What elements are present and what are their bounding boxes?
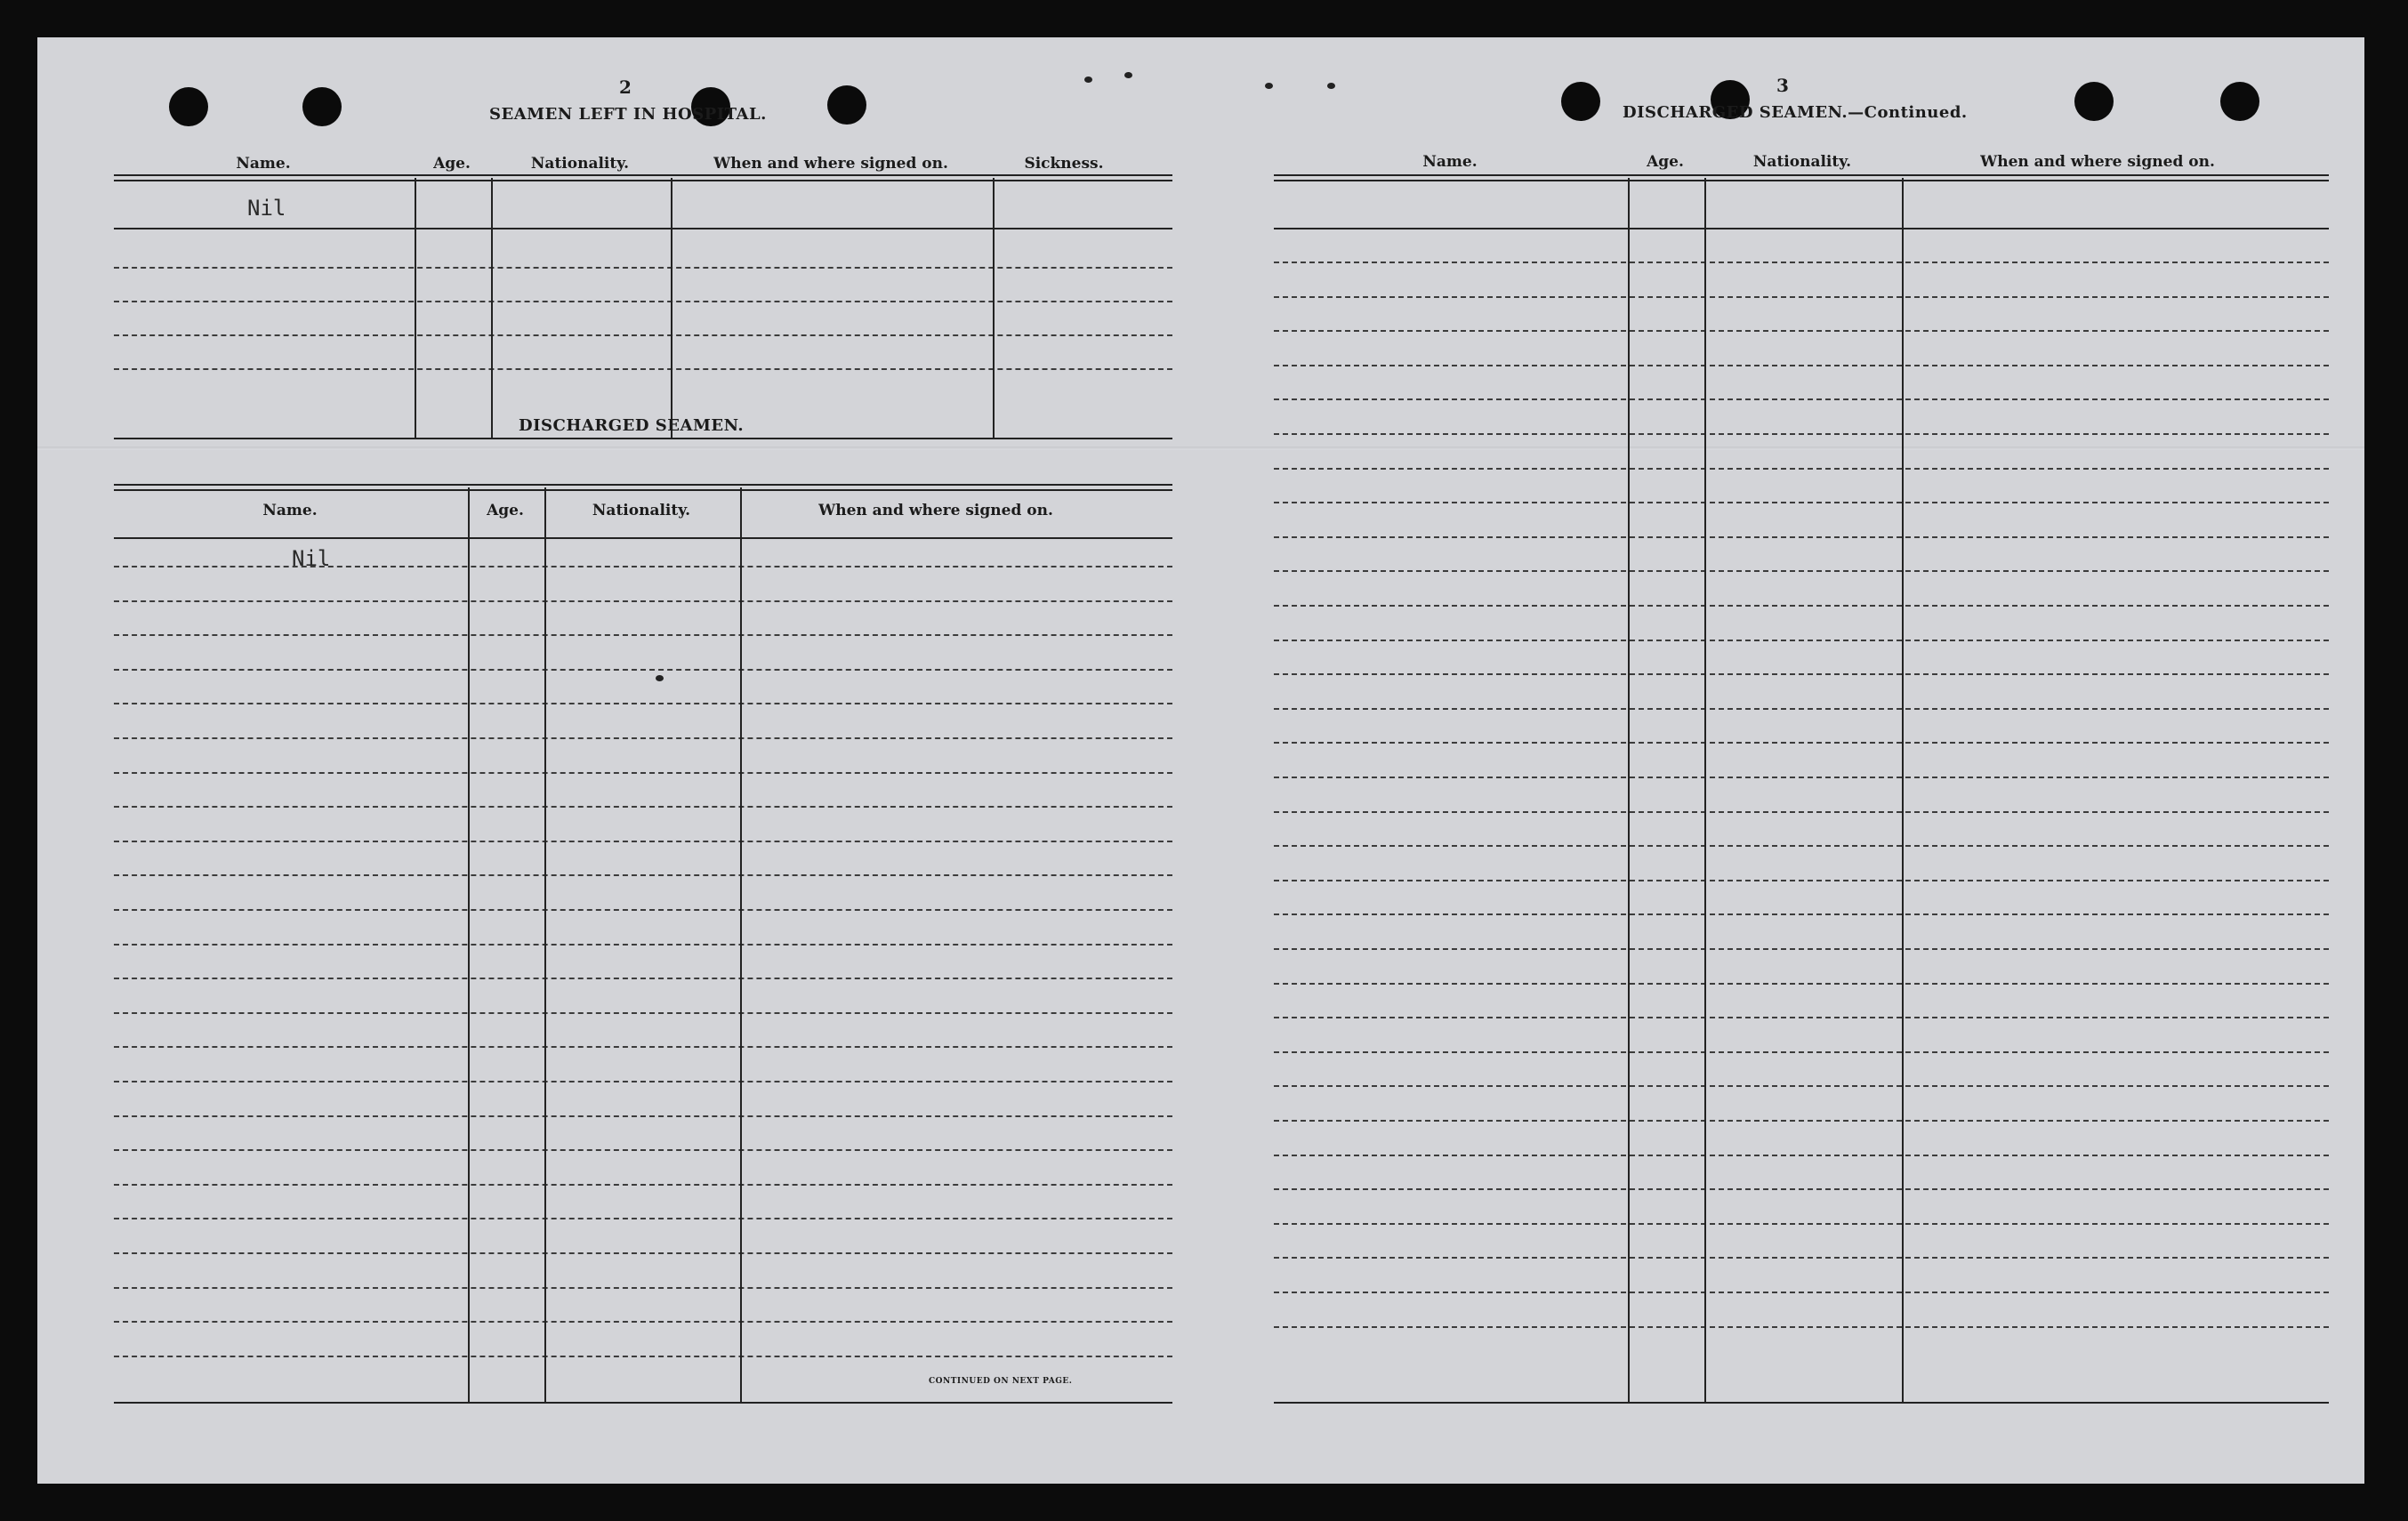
dotted-row-rule — [1274, 536, 2329, 538]
dotted-row-rule — [1274, 1223, 2329, 1225]
dotted-row-rule — [1274, 433, 2329, 435]
dotted-row-rule — [1274, 913, 2329, 915]
dotted-row-rule — [114, 634, 1172, 636]
discharged-continued-table — [1274, 133, 2329, 1414]
dotted-row-rule — [1274, 1188, 2329, 1190]
dotted-row-rule — [1274, 640, 2329, 641]
dotted-row-rule — [114, 978, 1172, 979]
col-header-name: Name. — [262, 502, 318, 519]
table-bottom-rule — [114, 1402, 1172, 1404]
dotted-row-rule — [114, 301, 1172, 302]
dotted-row-rule — [1274, 570, 2329, 572]
col-header-nationality: Nationality. — [592, 502, 691, 519]
dotted-row-rule — [1274, 468, 2329, 470]
hospital-entry-name: Nil — [247, 196, 286, 221]
dotted-row-rule — [1274, 605, 2329, 607]
dotted-row-rule — [1274, 777, 2329, 778]
col-header-age: Age. — [1647, 153, 1684, 171]
column-divider — [1628, 178, 1630, 1402]
dotted-row-rule — [1274, 1257, 2329, 1259]
continued-note: CONTINUED ON NEXT PAGE. — [929, 1377, 1073, 1386]
punch-hole — [302, 87, 342, 126]
header-bottom-rule — [1274, 228, 2329, 229]
table-top-double-rule — [114, 484, 1172, 491]
col-header-signed-on: When and where signed on. — [713, 155, 948, 173]
dotted-row-rule — [114, 841, 1172, 842]
ink-speck — [1124, 72, 1132, 78]
ink-speck — [1084, 76, 1092, 83]
column-divider — [468, 487, 470, 1402]
dotted-row-rule — [1274, 1017, 2329, 1018]
dotted-row-rule — [114, 1012, 1172, 1014]
dotted-row-rule — [1274, 1326, 2329, 1328]
dotted-row-rule — [114, 1046, 1172, 1048]
discharged-section-title: DISCHARGED SEAMEN. — [519, 416, 745, 435]
hospital-seamen-table — [114, 137, 1172, 441]
col-header-age: Age. — [433, 155, 471, 173]
table-top-double-rule — [1274, 174, 2329, 181]
column-divider — [993, 178, 995, 438]
column-divider — [415, 178, 416, 438]
col-header-nationality: Nationality. — [530, 155, 630, 173]
dotted-row-rule — [114, 1218, 1172, 1219]
discharged-entry-name: Nil — [292, 546, 331, 571]
page-number-right: 3 — [1776, 75, 1789, 96]
ink-speck — [1327, 83, 1335, 89]
ledger-sheet — [37, 37, 2364, 1484]
punch-hole — [827, 85, 866, 125]
dotted-row-rule — [1274, 365, 2329, 366]
dotted-row-rule — [1274, 673, 2329, 675]
dotted-row-rule — [114, 1149, 1172, 1151]
col-header-signed-on: When and where signed on. — [818, 502, 1053, 519]
header-bottom-rule — [114, 228, 1172, 229]
header-bottom-rule — [114, 537, 1172, 539]
dotted-row-rule — [114, 267, 1172, 269]
dotted-row-rule — [114, 772, 1172, 774]
dotted-row-rule — [114, 334, 1172, 336]
dotted-row-rule — [1274, 1051, 2329, 1053]
dotted-row-rule — [114, 669, 1172, 671]
dotted-row-rule — [1274, 708, 2329, 710]
col-header-nationality: Nationality. — [1752, 153, 1852, 171]
dotted-row-rule — [114, 566, 1172, 567]
discharged-continued-title: DISCHARGED SEAMEN.—Continued. — [1623, 103, 1968, 122]
dotted-row-rule — [114, 1287, 1172, 1289]
col-header-name: Name. — [1422, 153, 1478, 171]
ink-speck — [1265, 83, 1273, 89]
table-bottom-rule — [114, 438, 1172, 439]
dotted-row-rule — [1274, 1155, 2329, 1156]
column-divider — [544, 487, 546, 1402]
discharged-seamen-table — [114, 447, 1172, 1425]
dotted-row-rule — [114, 703, 1172, 704]
dotted-row-rule — [1274, 1292, 2329, 1293]
dotted-row-rule — [114, 806, 1172, 808]
table-top-double-rule — [114, 174, 1172, 181]
column-divider — [740, 487, 742, 1402]
punch-hole — [1561, 82, 1600, 121]
dotted-row-rule — [114, 368, 1172, 370]
dotted-row-rule — [114, 1115, 1172, 1117]
col-header-sickness: Sickness. — [1024, 155, 1104, 173]
punch-hole — [2074, 82, 2114, 121]
dotted-row-rule — [1274, 948, 2329, 950]
dotted-row-rule — [114, 1321, 1172, 1323]
table-bottom-rule — [1274, 1402, 2329, 1404]
dotted-row-rule — [114, 944, 1172, 946]
dotted-row-rule — [114, 1252, 1172, 1254]
page-number-left: 2 — [619, 76, 632, 98]
dotted-row-rule — [114, 737, 1172, 739]
punch-hole — [2220, 82, 2259, 121]
col-header-signed-on: When and where signed on. — [1980, 153, 2215, 171]
column-divider — [491, 178, 493, 438]
dotted-row-rule — [1274, 262, 2329, 263]
dotted-row-rule — [114, 1184, 1172, 1186]
dotted-row-rule — [1274, 502, 2329, 503]
dotted-row-rule — [1274, 742, 2329, 744]
column-divider — [671, 178, 672, 438]
dotted-row-rule — [114, 1356, 1172, 1357]
dotted-row-rule — [1274, 398, 2329, 400]
dotted-row-rule — [1274, 330, 2329, 332]
dotted-row-rule — [1274, 880, 2329, 881]
dotted-row-rule — [1274, 983, 2329, 985]
col-header-age: Age. — [487, 502, 524, 519]
dotted-row-rule — [1274, 845, 2329, 847]
dotted-row-rule — [1274, 1120, 2329, 1122]
dotted-row-rule — [114, 1081, 1172, 1082]
dotted-row-rule — [1274, 296, 2329, 298]
punch-hole — [169, 87, 208, 126]
dotted-row-rule — [1274, 1085, 2329, 1087]
dotted-row-rule — [114, 874, 1172, 876]
dotted-row-rule — [1274, 811, 2329, 813]
column-divider — [1704, 178, 1706, 1402]
column-divider — [1902, 178, 1904, 1402]
col-header-name: Name. — [236, 155, 291, 173]
dotted-row-rule — [114, 909, 1172, 911]
dotted-row-rule — [114, 600, 1172, 602]
hospital-section-title: SEAMEN LEFT IN HOSPITAL. — [489, 105, 767, 124]
